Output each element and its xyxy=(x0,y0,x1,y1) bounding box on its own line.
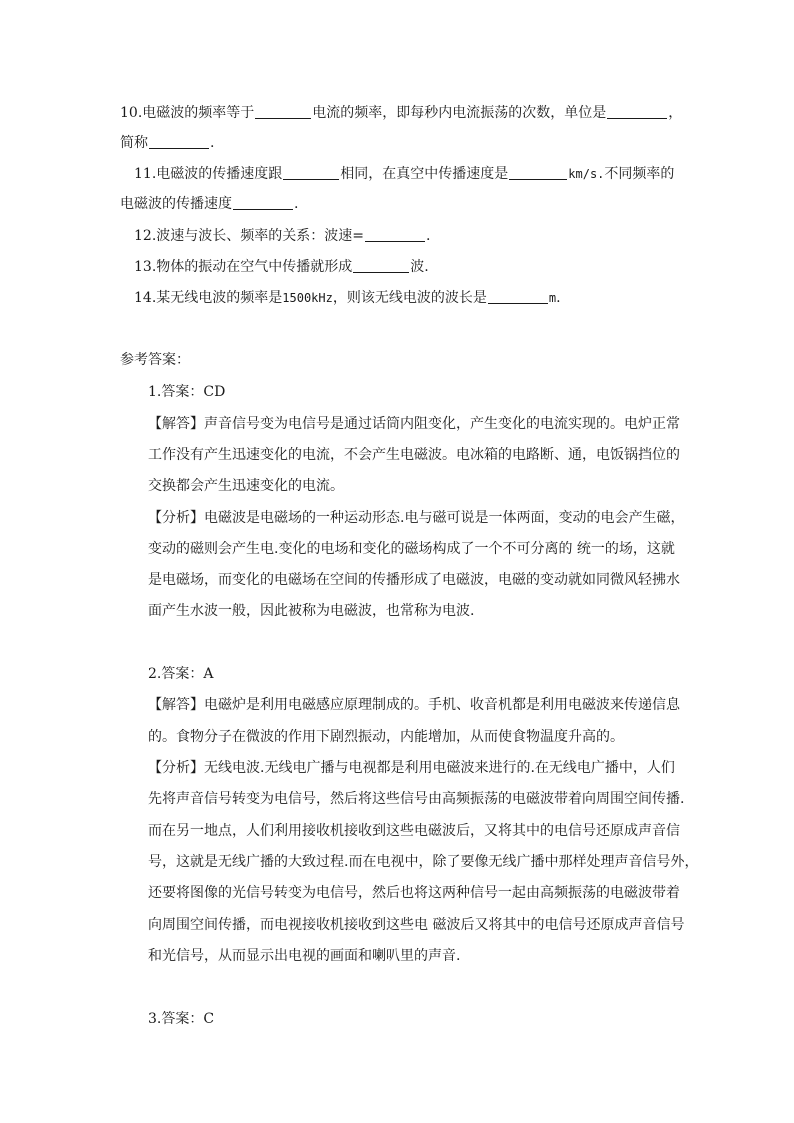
answer-blank xyxy=(283,165,339,180)
answer-2-fenxi-line: 还要将图像的光信号转变为电信号，然后也将这两种信号一起由高频振荡的电磁波带着 xyxy=(148,885,680,901)
answer-2-fenxi-line: 先将声音信号转变为电信号，然后将这些信号由高频振荡的电磁波带着向周围空间传播. xyxy=(148,791,685,807)
question-text: . xyxy=(556,290,561,306)
answer-2-jieda-line: 【解答】电磁炉是利用电磁感应原理制成的。手机、收音机都是利用电磁波来传递信息 xyxy=(148,697,680,713)
question-text: . xyxy=(426,228,431,244)
question-text: 电磁波的传播速度 xyxy=(120,196,232,212)
question-text: 11.电磁波的传播速度跟 xyxy=(134,166,283,182)
question-text: 波. xyxy=(410,259,429,275)
answer-blank xyxy=(233,195,293,210)
question-12 xyxy=(134,226,430,246)
frequency-value: 1500kHz xyxy=(282,291,333,305)
question-11-line-1 xyxy=(134,164,674,184)
unit-text: km/s. xyxy=(568,167,605,181)
question-13 xyxy=(134,257,429,277)
answer-blank xyxy=(149,134,209,149)
question-text: 12.波速与波长、频率的关系：波速= xyxy=(134,228,364,244)
question-text: 10.电磁波的频率等于 xyxy=(120,105,255,121)
answer-1-label: 1.答案：CD xyxy=(148,384,226,400)
question-text: ，则该无线电波的波长是 xyxy=(332,290,487,306)
question-text: 14.某无线电波的频率是 xyxy=(134,290,283,306)
answer-2-fenxi-line: 和光信号，从而显示出电视的画面和喇叭里的声音. xyxy=(148,948,461,964)
question-10-line-1 xyxy=(120,103,682,123)
question-text: 电流的频率，即每秒内电流振荡的次数，单位是 xyxy=(312,105,607,121)
answer-1-fenxi-line: 面产生水波一般，因此被称为电磁波，也常称为电波. xyxy=(148,603,475,619)
answer-2-label: 2.答案：A xyxy=(148,666,214,682)
answer-1-fenxi-line: 变动的磁则会产生电.变化的电场和变化的磁场构成了一个不可分离的 统一的场，这就 xyxy=(148,541,675,557)
answer-2-fenxi-line: 号，这就是无线广播的大致过程.而在电视中，除了要像无线广播中那样处理声音信号外， xyxy=(148,854,699,870)
question-text: 相同，在真空中传播速度是 xyxy=(340,166,509,182)
answer-blank xyxy=(353,258,409,273)
answer-blank xyxy=(488,289,548,304)
answer-blank xyxy=(255,104,311,119)
question-10-line-2 xyxy=(120,133,214,153)
answer-1-jieda-line: 【解答】声音信号变为电信号是通过话筒内阻变化，产生变化的电流实现的。电炉正常 xyxy=(148,416,680,432)
unit-text: m xyxy=(548,291,557,305)
answer-1-fenxi-line: 【分析】电磁波是电磁场的一种运动形态.电与磁可说是一体两面，变动的电会产生磁， xyxy=(148,510,685,526)
answer-blank xyxy=(365,227,425,242)
answer-blank xyxy=(509,165,567,180)
answer-2-fenxi-line: 向周围空间传播，而电视接收机接收到这些电 磁波后又将其中的电信号还原成声音信号 xyxy=(148,917,685,933)
question-text: 13.物体的振动在空气中传播就形成 xyxy=(134,259,353,275)
answers-heading: 参考答案： xyxy=(120,352,190,368)
question-text: . xyxy=(294,196,299,212)
question-text: . xyxy=(210,135,215,151)
answer-3-label: 3.答案：C xyxy=(148,1011,215,1027)
answer-2-fenxi-line: 而在另一地点，人们利用接收机接收到这些电磁波后，又将其中的电信号还原成声音信 xyxy=(148,823,680,839)
answer-1-jieda-line: 工作没有产生迅速变化的电流，不会产生电磁波。电冰箱的电路断、通，电饭锅挡位的 xyxy=(148,447,680,463)
question-14 xyxy=(134,288,561,308)
answer-1-jieda-line: 交换都会产生迅速变化的电流。 xyxy=(148,478,344,494)
answer-1-fenxi-line: 是电磁场，而变化的电磁场在空间的传播形成了电磁波，电磁的变动就如同微风轻拂水 xyxy=(148,572,680,588)
answer-blank xyxy=(607,104,667,119)
question-11-line-2 xyxy=(120,194,298,214)
question-text: 不同频率的 xyxy=(604,166,675,182)
answer-2-fenxi-line: 【分析】无线电波.无线电广播与电视都是利用电磁波来进行的.在无线电广播中，人们 xyxy=(148,760,675,776)
question-text: 简称 xyxy=(120,135,148,151)
answer-2-jieda-line: 的。食物分子在微波的作用下剧烈振动，内能增加，从而使食物温度升高的。 xyxy=(148,729,624,745)
question-text: ， xyxy=(668,105,683,121)
